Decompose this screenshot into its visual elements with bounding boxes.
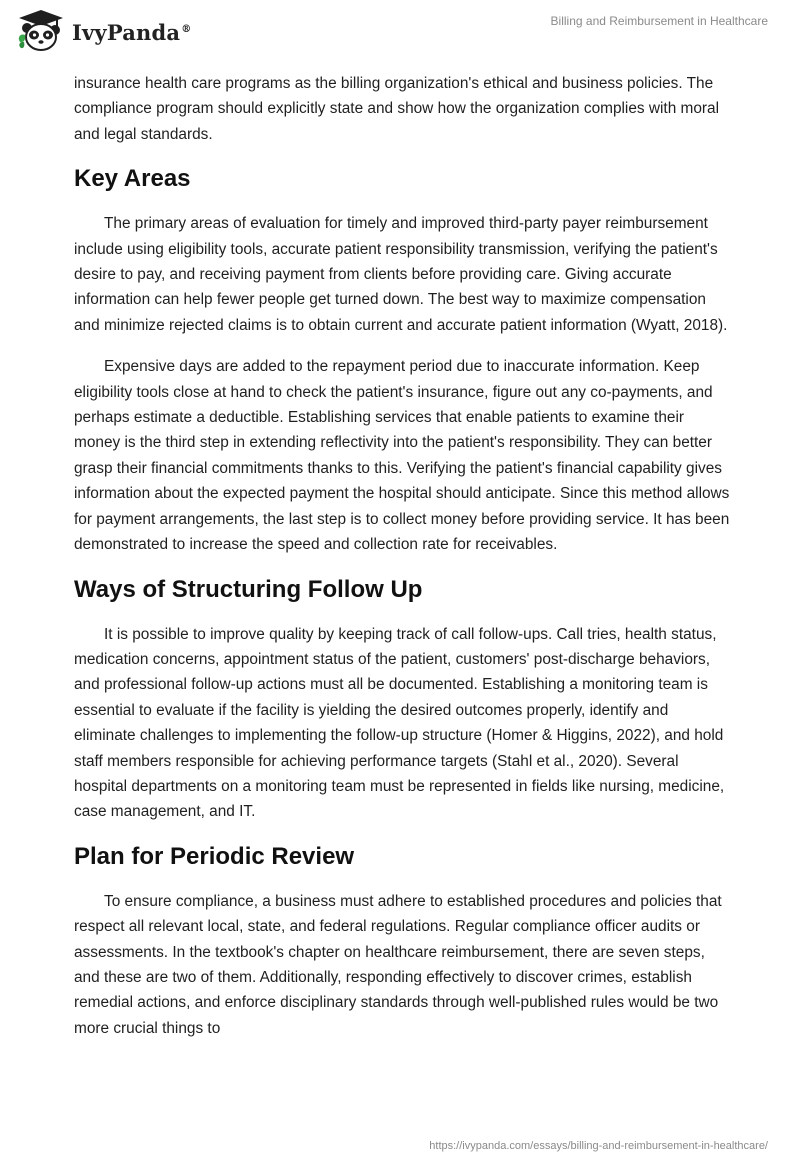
source-url[interactable]: https://ivypanda.com/essays/billing-and-reimbursement-in-healthcare/ xyxy=(429,1140,768,1152)
document-title: Billing and Reimbursement in Healthcare xyxy=(550,14,768,28)
paragraph: To ensure compliance, a business must adhere to established procedures and policies that respect all relevant local, state, and federal regulations. Regular compliance officer audits or assessments. In the textbook's chapter on healthcare reimbursement, there are seven steps, and these are two of them. Additionally, responding effectively to discover crimes, establish remedial actions, and enforce disciplinary standards through well-published rules would be two more crucial things to xyxy=(74,892,722,1037)
paragraph: Expensive days are added to the repayment period due to inaccurate information. Keep eligibility tools close at hand to check the patient's insurance, figure out any co-payments, and perhaps estimate a deductible. Establishing services that enable patients to examine their money is the third step in extending reflectivity into the patient's responsibility. They can better grasp their financial commitments thanks to this. Verifying the patient's financial capability gives information about the expected payment the hospital should anticipate. Since this method allows for payment arrangements, the last step is to collect money before providing service. It has been demonstrated to increase the speed and collection rate for receivables. xyxy=(74,358,730,554)
essay-body xyxy=(74,71,730,1057)
paragraph: It is possible to improve quality by keeping track of call follow-ups. Call tries, health status, medication concerns, appointment status of the patient, customers' post-discharge behaviors, and professional follow-up actions must all be documented. Establishing a monitoring team is essential to evaluate if the facility is yielding the desired outcomes properly, identify and eliminate challenges to implementing the follow-up structure (Homer & Higgins, 2022), and hold staff members responsible for achieving performance targets (Stahl et al., 2020). Several hospital departments on a monitoring team must be represented in fields like nursing, medicine, case management, and IT. xyxy=(74,625,725,821)
section-heading-follow-up: Ways of Structuring Follow Up xyxy=(74,575,423,603)
ivypanda-logo[interactable] xyxy=(16,8,191,54)
page-header xyxy=(0,0,800,64)
panda-graduate-icon xyxy=(16,8,66,54)
section-heading-key-areas: Key Areas xyxy=(74,165,191,193)
paragraph: The primary areas of evaluation for timely and improved third-party payer reimbursement include using eligibility tools, accurate patient responsibility transmission, verifying the patient's desire to pay, and receiving payment from clients before providing care. Giving accurate information can help fewer people get turned down. The best way to maximize compensation and minimize rejected claims is to obtain current and accurate patient information (Wyatt, 2018). xyxy=(74,215,728,334)
intro-paragraph: insurance health care programs as the billing organization's ethical and business policies. The compliance program should explicitly state and show how the organization complies with moral and legal standards. xyxy=(74,75,720,143)
logo-wordmark: IvyPanda® xyxy=(72,19,192,45)
section-heading-periodic-review: Plan for Periodic Review xyxy=(74,842,355,870)
